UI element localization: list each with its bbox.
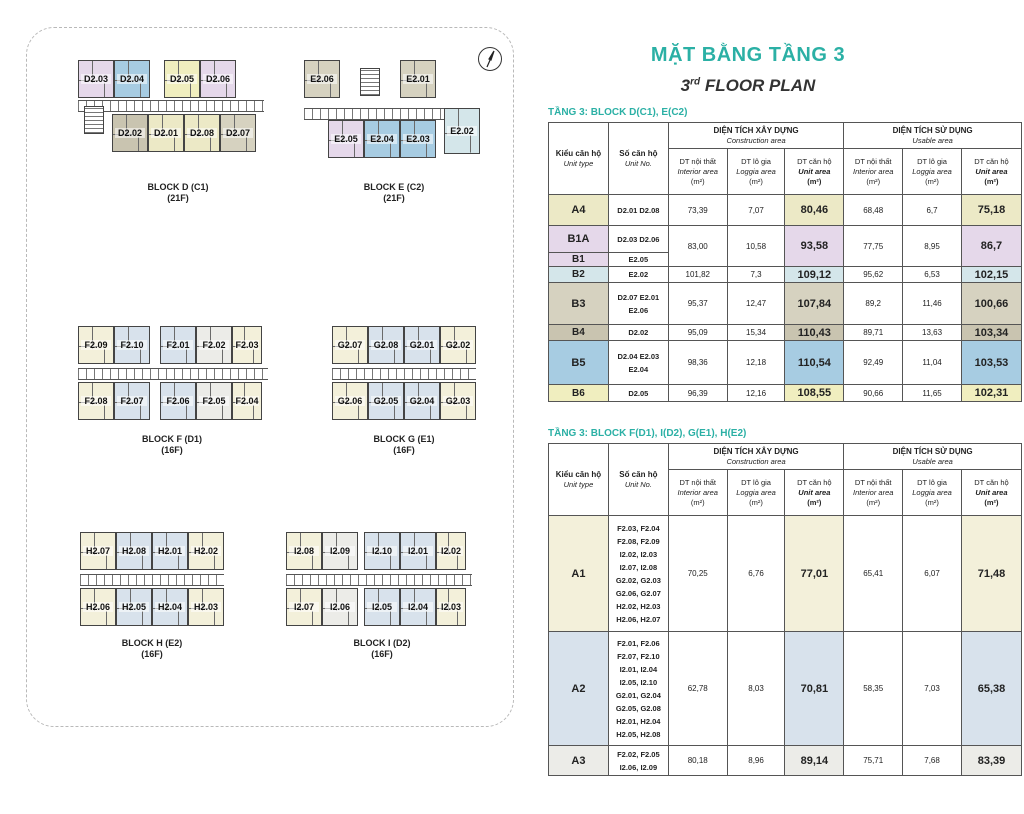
block-e-label: BLOCK E (C2) (21F) <box>363 182 425 203</box>
stair-core <box>84 106 104 134</box>
block-g-label: BLOCK G (E1) (16F) <box>373 434 435 455</box>
block-e-plan <box>304 60 494 210</box>
col-construction-area: DIỆN TÍCH XÂY DỰNG Construction area <box>668 123 843 149</box>
corridor <box>332 368 476 380</box>
col-loggia: DT lô gia Loggia area (m²) <box>903 470 962 516</box>
unit-h2-05: H2.05 <box>116 588 152 626</box>
unit-f2-08: F2.08 <box>78 382 114 420</box>
table1-heading: TẦNG 3: BLOCK D(C1), E(C2) <box>548 107 688 118</box>
corridor <box>80 574 224 586</box>
unit-d2-04: D2.04 <box>114 60 150 98</box>
col-loggia: DT lô gia Loggia area (m²) <box>727 470 785 516</box>
unit-e2-01: E2.01 <box>400 60 436 98</box>
unit-d2-07: D2.07 <box>220 114 256 152</box>
unit-g2-05: G2.05 <box>368 382 404 420</box>
unit-d2-03: D2.03 <box>78 60 114 98</box>
block-i-plan <box>286 532 486 672</box>
block-d-label: BLOCK D (C1) (21F) <box>147 182 209 203</box>
unit-i2-01: I2.01 <box>400 532 436 570</box>
unit-h2-03: H2.03 <box>188 588 224 626</box>
col-unit-type: Kiểu căn hộ Unit type <box>549 123 609 195</box>
table-row: B2 E2.02 101,82 7,3 109,12 95,62 6,53 102,15 <box>549 267 1022 283</box>
unit-d2-01: D2.01 <box>148 114 184 152</box>
col-usable-area: DIỆN TÍCH SỬ DỤNG Usable area <box>844 444 1022 470</box>
unit-h2-01: H2.01 <box>152 532 188 570</box>
table-row: A1 F2.03, F2.04 F2.08, F2.09 I2.02, I2.03 I2.07, I2.08 G2.02, G2.03 G2.06, G2.07 H2.02, H2.03 H2.06, H2.07 70,25 6,76 77,01 65,41 6,07 71,48 <box>549 516 1022 632</box>
unit-f2-06: F2.06 <box>160 382 196 420</box>
unit-h2-06: H2.06 <box>80 588 116 626</box>
col-construction-area: DIỆN TÍCH XÂY DỰNG Construction area <box>668 444 843 470</box>
block-i-label: BLOCK I (D2) (16F) <box>353 638 411 659</box>
unit-g2-07: G2.07 <box>332 326 368 364</box>
unit-i2-10: I2.10 <box>364 532 400 570</box>
unit-f2-09: F2.09 <box>78 326 114 364</box>
unit-e2-04: E2.04 <box>364 120 400 158</box>
unit-g2-08: G2.08 <box>368 326 404 364</box>
unit-i2-06: I2.06 <box>322 588 358 626</box>
unit-f2-02: F2.02 <box>196 326 232 364</box>
col-unit-no: Số căn hộ Unit No. <box>608 123 668 195</box>
block-f-label: BLOCK F (D1) (16F) <box>142 434 202 455</box>
unit-h2-04: H2.04 <box>152 588 188 626</box>
col-interior: DT nội thất Interior area (m²) <box>844 149 903 195</box>
unit-e2-02: E2.02 <box>444 108 480 154</box>
page-subtitle: 3rd FLOOR PLAN <box>680 76 816 95</box>
block-h-plan <box>80 532 230 672</box>
unit-d2-06: D2.06 <box>200 60 236 98</box>
col-usable-area: DIỆN TÍCH SỬ DỤNG Usable area <box>844 123 1022 149</box>
unit-g2-03: G2.03 <box>440 382 476 420</box>
unit-i2-05: I2.05 <box>364 588 400 626</box>
col-interior: DT nội thất Interior area (m²) <box>668 149 727 195</box>
unit-i2-02: I2.02 <box>436 532 466 570</box>
corridor <box>286 574 472 586</box>
stair-core <box>360 68 380 96</box>
block-d-plan <box>78 60 268 210</box>
unit-h2-08: H2.08 <box>116 532 152 570</box>
table-row: B5 D2.04 E2.03 E2.04 98,36 12,18 110,54 92,49 11,04 103,53 <box>549 341 1022 385</box>
unit-e2-05: E2.05 <box>328 120 364 158</box>
col-unit-area: DT căn hộ Unit area (m²) <box>785 149 844 195</box>
table2-heading: TẦNG 3: BLOCK F(D1), I(D2), G(E1), H(E2) <box>548 428 747 439</box>
page-title: MẶT BẰNG TẦNG 3 <box>650 44 846 66</box>
unit-i2-04: I2.04 <box>400 588 436 626</box>
unit-f2-07: F2.07 <box>114 382 150 420</box>
unit-i2-09: I2.09 <box>322 532 358 570</box>
unit-d2-02: D2.02 <box>112 114 148 152</box>
unit-e2-06: E2.06 <box>304 60 340 98</box>
corridor <box>78 368 268 380</box>
corridor <box>78 100 264 112</box>
col-loggia: DT lô gia Loggia area (m²) <box>903 149 962 195</box>
col-loggia: DT lô gia Loggia area (m²) <box>727 149 785 195</box>
unit-i2-08: I2.08 <box>286 532 322 570</box>
unit-i2-07: I2.07 <box>286 588 322 626</box>
unit-f2-05: F2.05 <box>196 382 232 420</box>
unit-d2-05: D2.05 <box>164 60 200 98</box>
table-row: B1 E2.05 <box>549 253 1022 267</box>
unit-d2-08: D2.08 <box>184 114 220 152</box>
unit-f2-10: F2.10 <box>114 326 150 364</box>
unit-f2-04: F2.04 <box>232 382 262 420</box>
table-row: B1A D2.03 D2.06 83,00 10,58 93,58 77,75 8,95 86,7 <box>549 226 1022 253</box>
unit-h2-02: H2.02 <box>188 532 224 570</box>
unit-e2-03: E2.03 <box>400 120 436 158</box>
table-row: B6 D2.05 96,39 12,16 108,55 90,66 11,65 102,31 <box>549 385 1022 402</box>
table-row: B3 D2.07 E2.01 E2.06 95,37 12,47 107,84 89,2 11,46 100,66 <box>549 283 1022 325</box>
table-row: A3 F2.02, F2.05 I2.06, I2.09 80,18 8,96 89,14 75,71 7,68 83,39 <box>549 746 1022 776</box>
block-f-plan <box>78 326 278 466</box>
unit-f2-03: F2.03 <box>232 326 262 364</box>
col-unit-area: DT căn hộ Unit area (m²) <box>785 470 844 516</box>
area-table-2 <box>548 443 1022 776</box>
unit-g2-04: G2.04 <box>404 382 440 420</box>
block-h-label: BLOCK H (E2) (16F) <box>121 638 183 659</box>
corridor <box>304 108 444 120</box>
unit-f2-01: F2.01 <box>160 326 196 364</box>
block-g-plan <box>332 326 482 466</box>
col-unit-no: Số căn hộ Unit No. <box>608 444 668 516</box>
unit-g2-01: G2.01 <box>404 326 440 364</box>
unit-g2-06: G2.06 <box>332 382 368 420</box>
table-row: A4 D2.01 D2.08 73,39 7,07 80,46 68,48 6,7 75,18 <box>549 195 1022 226</box>
col-interior: DT nội thất Interior area (m²) <box>668 470 727 516</box>
col-unit-area: DT căn hộ Unit area (m²) <box>961 470 1021 516</box>
unit-h2-07: H2.07 <box>80 532 116 570</box>
col-unit-area: DT căn hộ Unit area (m²) <box>961 149 1021 195</box>
table-row: A2 F2.01, F2.06 F2.07, F2.10 I2.01, I2.04 I2.05, I2.10 G2.01, G2.04 G2.05, G2.08 H2.01, H2.04 H2.05, H2.08 62,78 8,03 70,81 58,35 7,03 65,38 <box>549 632 1022 746</box>
col-interior: DT nội thất Interior area (m²) <box>844 470 903 516</box>
unit-g2-02: G2.02 <box>440 326 476 364</box>
table-row: B4 D2.02 95,09 15,34 110,43 89,71 13,63 103,34 <box>549 325 1022 341</box>
area-table-1 <box>548 122 1022 402</box>
col-unit-type: Kiểu căn hộ Unit type <box>549 444 609 516</box>
unit-i2-03: I2.03 <box>436 588 466 626</box>
